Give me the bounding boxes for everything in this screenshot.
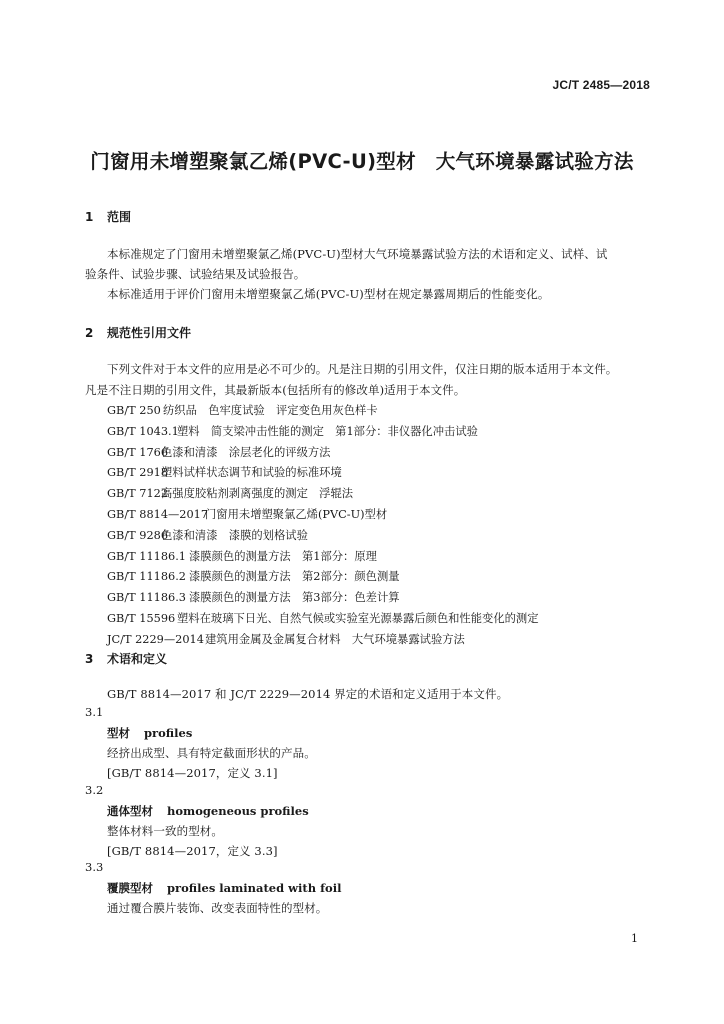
reference-title: 漆膜颜色的测量方法 第3部分：色差计算 xyxy=(189,591,400,605)
term-heading xyxy=(107,803,309,819)
section-2-intro-line-2: 凡是不注日期的引用文件，其最新版本(包括所有的修改单)适用于本文件。 xyxy=(85,383,466,397)
document-title: 门窗用未增塑聚氯乙烯(PVC-U)型材 大气环境暴露试验方法 xyxy=(90,150,634,173)
term-chinese: 型材 xyxy=(107,726,130,740)
reference-item xyxy=(107,402,378,418)
section-title: 范围 xyxy=(107,210,132,224)
section-2-heading xyxy=(85,324,191,341)
reference-title: 色漆和清漆 涂层老化的评级方法 xyxy=(161,445,331,459)
reference-title: 塑料 简支梁冲击性能的测定 第1部分：非仪器化冲击试验 xyxy=(177,424,478,438)
section-number: 1 xyxy=(85,210,94,224)
reference-title: 建筑用金属及金属复合材料 大气环境暴露试验方法 xyxy=(205,632,465,646)
reference-title: 门窗用未增塑聚氯乙烯(PVC-U)型材 xyxy=(205,508,388,521)
section-title: 术语和定义 xyxy=(107,652,168,666)
section-3-intro: GB/T 8814—2017 和 JC/T 2229—2014 界定的术语和定义适用于本文件。 xyxy=(107,687,509,701)
reference-item xyxy=(107,610,539,626)
reference-code: GB/T 9286 xyxy=(107,528,169,542)
reference-code: GB/T 250 xyxy=(107,404,161,417)
reference-item xyxy=(107,548,377,564)
reference-item xyxy=(107,568,400,584)
section-1-paragraph-1-line-1: 本标准规定了门窗用未增塑聚氯乙烯(PVC-U)型材大气环境暴露试验方法的术语和定义、试样、试 xyxy=(107,247,608,261)
page-number: 1 xyxy=(631,932,638,945)
reference-code: GB/T 2918 xyxy=(107,466,169,480)
term-english: profiles xyxy=(144,726,193,740)
section-1-paragraph-1-line-2: 验条件、试验步骤、试验结果及试验报告。 xyxy=(85,267,306,281)
standard-code: JC/T 2485—2018 xyxy=(552,78,650,92)
term-number: 3.3 xyxy=(85,860,104,874)
reference-title: 纺织品 色牢度试验 评定变色用灰色样卡 xyxy=(163,404,378,417)
term-heading xyxy=(107,725,192,741)
reference-code: GB/T 11186.2 xyxy=(107,570,186,584)
section-3-heading xyxy=(85,650,167,667)
term-chinese: 覆膜型材 xyxy=(107,881,153,895)
term-definition: 经挤出成型、具有特定截面形状的产品。 xyxy=(107,746,316,760)
reference-item xyxy=(107,527,308,543)
reference-item xyxy=(107,589,400,605)
term-definition: 整体材料一致的型材。 xyxy=(107,824,223,838)
reference-item xyxy=(107,464,342,480)
reference-item xyxy=(107,506,387,522)
reference-code: GB/T 15596 xyxy=(107,612,176,625)
section-title: 规范性引用文件 xyxy=(107,326,192,340)
reference-item xyxy=(107,485,353,501)
reference-code: GB/T 7122 xyxy=(107,487,169,501)
term-definition: 通过覆合膜片装饰、改变表面特性的型材。 xyxy=(107,901,328,915)
section-number: 2 xyxy=(85,326,94,340)
reference-code: GB/T 11186.1 xyxy=(107,549,186,563)
term-chinese: 通体型材 xyxy=(107,804,153,818)
section-1-paragraph-2: 本标准适用于评价门窗用未增塑聚氯乙烯(PVC-U)型材在规定暴露周期后的性能变化。 xyxy=(107,287,550,301)
reference-title: 漆膜颜色的测量方法 第2部分：颜色测量 xyxy=(189,570,400,584)
reference-code: GB/T 1766 xyxy=(107,445,169,459)
reference-title: 塑料在玻璃下日光、自然气候或实验室光源暴露后颜色和性能变化的测定 xyxy=(177,612,539,625)
term-english: profiles laminated with foil xyxy=(167,881,342,895)
term-english: homogeneous profiles xyxy=(167,804,309,818)
reference-code: JC/T 2229—2014 xyxy=(107,632,204,646)
reference-title: 漆膜颜色的测量方法 第1部分：原理 xyxy=(189,549,377,563)
section-2-intro-line-1: 下列文件对于本文件的应用是必不可少的。凡是注日期的引用文件，仅注日期的版本适用于本文件。 xyxy=(107,362,618,376)
reference-code: GB/T 8814—2017 xyxy=(107,508,209,521)
reference-item xyxy=(107,423,478,439)
term-number: 3.1 xyxy=(85,705,104,719)
reference-title: 高强度胶粘剂剥离强度的测定 浮辊法 xyxy=(161,487,354,501)
term-source: [GB/T 8814—2017，定义 3.3] xyxy=(107,844,278,858)
reference-code: GB/T 11186.3 xyxy=(107,591,186,605)
reference-title: 塑料试样状态调节和试验的标准环境 xyxy=(161,466,342,480)
section-1-heading xyxy=(85,208,131,225)
term-heading xyxy=(107,880,341,896)
reference-code: GB/T 1043.1 xyxy=(107,424,179,438)
reference-item xyxy=(107,444,330,460)
term-source: [GB/T 8814—2017，定义 3.1] xyxy=(107,766,278,780)
reference-title: 色漆和清漆 漆膜的划格试验 xyxy=(161,528,308,542)
reference-item xyxy=(107,631,465,647)
section-number: 3 xyxy=(85,652,94,666)
term-number: 3.2 xyxy=(85,783,104,797)
